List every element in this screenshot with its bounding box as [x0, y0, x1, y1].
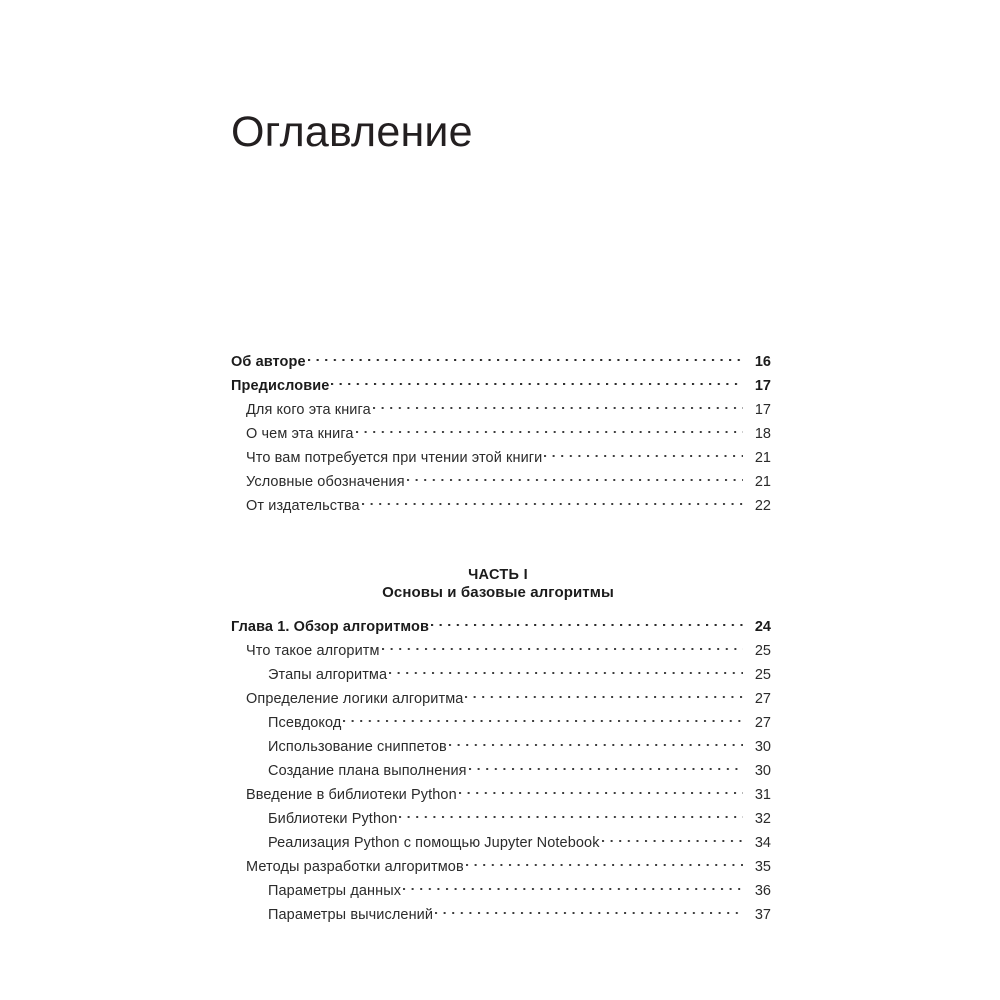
toc-entry[interactable]	[231, 447, 771, 471]
toc-entry[interactable]	[231, 616, 771, 640]
toc-entry[interactable]	[231, 856, 771, 880]
toc-entry-label: Глава 1. Обзор алгоритмов	[231, 618, 430, 635]
toc-entry-page-number: 22	[754, 497, 771, 514]
toc-entry-label: Библиотеки Python	[268, 810, 398, 827]
toc-entry[interactable]	[231, 808, 771, 832]
toc-entry-label: Что вам потребуется при чтении этой книги	[246, 449, 543, 466]
dot-leader	[399, 808, 743, 823]
dot-leader	[431, 616, 743, 631]
toc-entry-label: Определение логики алгоритма	[246, 690, 464, 707]
dot-leader	[544, 447, 743, 462]
dot-leader	[465, 688, 743, 703]
toc-entry-label: Введение в библиотеки Python	[246, 786, 457, 803]
toc-entry-page-number: 37	[754, 906, 771, 923]
toc-entry[interactable]	[231, 375, 771, 399]
toc-entry-page-number: 17	[754, 401, 771, 418]
toc-entry[interactable]	[231, 880, 771, 904]
toc-entry-label: Псевдокод	[268, 714, 342, 731]
page-title: Оглавление	[231, 108, 473, 156]
part-number-label: ЧАСТЬ I	[468, 567, 528, 583]
toc-entry-label: Параметры вычислений	[268, 906, 434, 923]
toc-entry-label: Для кого эта книга	[246, 401, 371, 418]
toc-entry[interactable]	[231, 688, 771, 712]
section-spacer	[231, 519, 771, 567]
dot-leader	[362, 495, 743, 510]
toc-entry-page-number: 34	[754, 834, 771, 851]
dot-leader	[331, 375, 743, 390]
toc-entry-label: От издательства	[246, 497, 360, 514]
toc-entry-page-number: 21	[754, 473, 771, 490]
toc-entry-page-number: 25	[754, 666, 771, 683]
toc-entry-page-number: 30	[754, 738, 771, 755]
dot-leader	[343, 712, 743, 727]
toc-entry[interactable]	[231, 471, 771, 495]
dot-leader	[449, 736, 743, 751]
dot-leader	[407, 471, 743, 486]
dot-leader	[308, 351, 743, 366]
dot-leader	[602, 832, 743, 847]
toc-entry[interactable]	[231, 495, 771, 519]
toc-entry-list	[231, 351, 771, 928]
toc-entry-label: Что такое алгоритм	[246, 642, 380, 659]
dot-leader	[373, 399, 743, 414]
toc-entry-label: О чем эта книга	[246, 425, 354, 442]
toc-entry-label: Параметры данных	[268, 882, 402, 899]
toc-entry-label: Использование сниппетов	[268, 738, 447, 755]
toc-entry-page-number: 31	[754, 786, 771, 803]
toc-entry[interactable]	[231, 736, 771, 760]
dot-leader	[469, 760, 743, 775]
toc-entry[interactable]	[231, 423, 771, 447]
dot-leader	[435, 904, 743, 919]
dot-leader	[389, 664, 743, 679]
toc-entry[interactable]	[231, 640, 771, 664]
toc-entry-label: Создание плана выполнения	[268, 762, 467, 779]
toc-entry-page-number: 24	[754, 618, 771, 635]
toc-entry-label: Об авторе	[231, 353, 306, 370]
toc-entry-page-number: 27	[754, 690, 771, 707]
toc-entry-page-number: 25	[754, 642, 771, 659]
toc-entry-page-number: 35	[754, 858, 771, 875]
toc-entry-page-number: 21	[754, 449, 771, 466]
toc-entry-page-number: 30	[754, 762, 771, 779]
toc-entry-label: Условные обозначения	[246, 473, 405, 490]
toc-entry-page-number: 27	[754, 714, 771, 731]
toc-entry-label: Предисловие	[231, 377, 330, 394]
dot-leader	[356, 423, 743, 438]
toc-entry-page-number: 16	[754, 353, 771, 370]
toc-entry[interactable]	[231, 784, 771, 808]
toc-entry-label: Этапы алгоритма	[268, 666, 388, 683]
dot-leader	[403, 880, 743, 895]
toc-entry-page-number: 18	[754, 425, 771, 442]
toc-entry[interactable]	[231, 904, 771, 928]
dot-leader	[466, 856, 743, 871]
toc-entry[interactable]	[231, 351, 771, 375]
toc-entry-label: Реализация Python с помощью Jupyter Notebook	[268, 834, 600, 851]
toc-entry[interactable]	[231, 712, 771, 736]
toc-entry-page-number: 17	[754, 377, 771, 394]
toc-entry[interactable]	[231, 760, 771, 784]
toc-entry[interactable]	[231, 832, 771, 856]
toc-entry-page-number: 36	[754, 882, 771, 899]
part-heading	[231, 567, 771, 616]
toc-entry-page-number: 32	[754, 810, 771, 827]
dot-leader	[459, 784, 743, 799]
part-title-label: Основы и базовые алгоритмы	[382, 584, 614, 601]
dot-leader	[382, 640, 743, 655]
toc-entry[interactable]	[231, 399, 771, 423]
toc-entry-label: Методы разработки алгоритмов	[246, 858, 464, 875]
toc-entry[interactable]	[231, 664, 771, 688]
